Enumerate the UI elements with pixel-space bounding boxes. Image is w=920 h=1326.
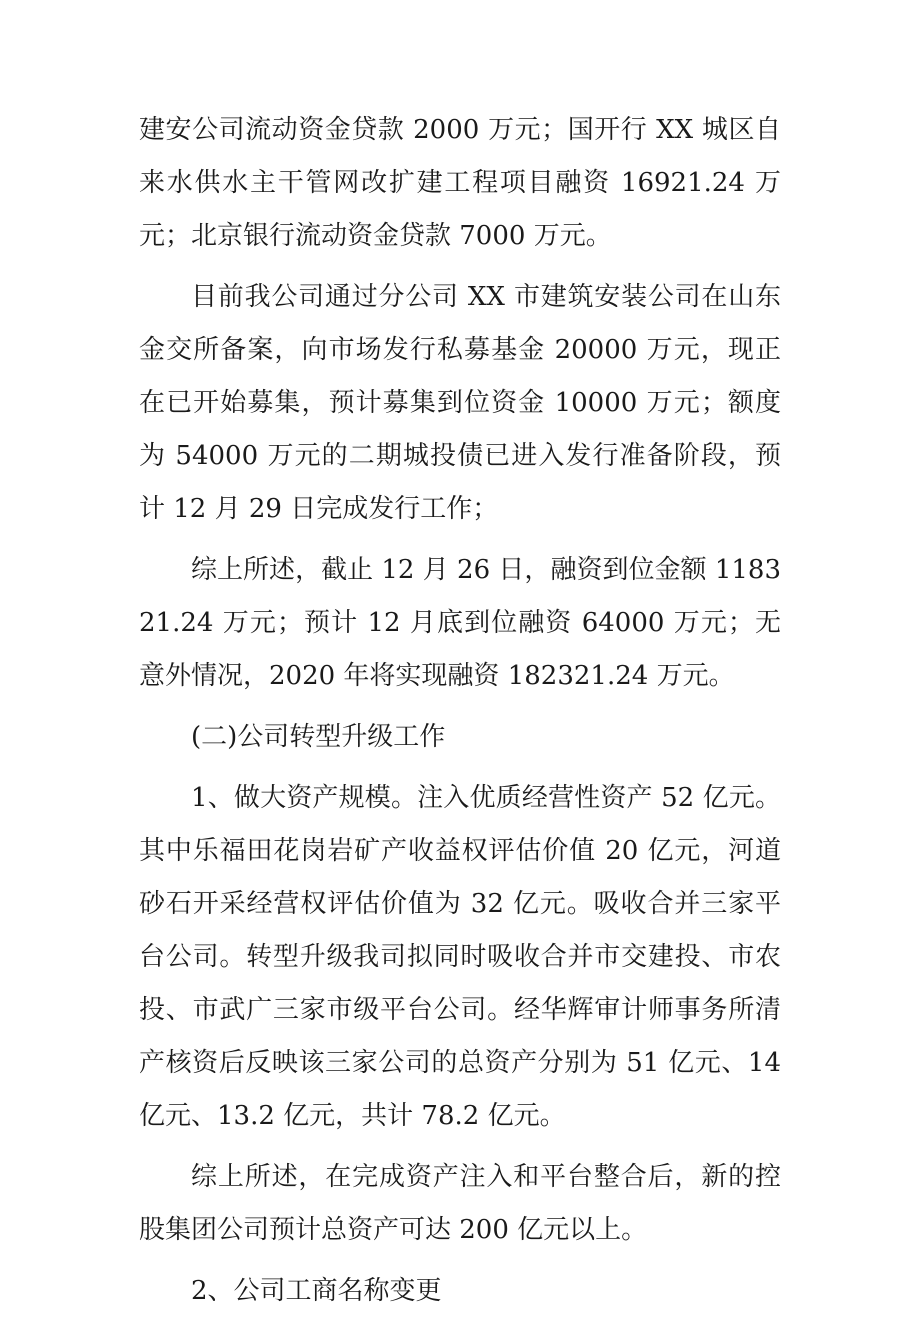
subheading-name-change: 2、公司工商名称变更	[191, 1276, 442, 1306]
section-heading-transformation: (二)公司转型升级工作	[191, 722, 446, 752]
paragraph-asset-summary: 综上所述，在完成资产注入和平台整合后，新的控股集团公司预计总资产可达 200 亿元以上。	[139, 1162, 781, 1245]
document-body	[139, 104, 781, 1326]
paragraph-financing-summary: 综上所述，截止 12 月 26 日，融资到位金额 118321.24 万元；预计 12 月底到位融资 64000 万元；无意外情况，2020 年将实现融资 182321.24 万元。	[139, 555, 781, 691]
paragraph-asset-scale: 1、做大资产规模。注入优质经营性资产 52 亿元。其中乐福田花岗岩矿产收益权评估价值 20 亿元，河道砂石开采经营权评估价值为 32 亿元。吸收合并三家平台公司。转型升级我司拟同时吸收合并市交建投、市农投、市武广三家市级平台公司。经华辉审计师事务所清产核资后反映该三家公司的总资产分别为 51 亿元、14 亿元、13.2 亿元，共计 78.2 亿元。	[139, 783, 781, 1131]
paragraph-private-fund: 目前我公司通过分公司 XX 市建筑安装公司在山东金交所备案，向市场发行私募基金 20000 万元，现正在已开始募集，预计募集到位资金 10000 万元；额度为 54000 万元的二期城投债已进入发行准备阶段，预计 12 月 29 日完成发行工作；	[139, 282, 781, 524]
paragraph-loan-summary: 建安公司流动资金贷款 2000 万元；国开行 XX 城区自来水供水主干管网改扩建工程项目融资 16921.24 万元；北京银行流动资金贷款 7000 万元。	[139, 115, 781, 251]
